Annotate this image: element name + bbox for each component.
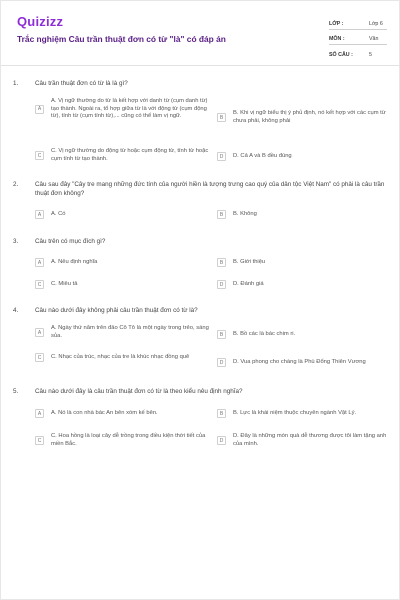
subject-label: MÔN : [329,36,345,42]
option-text: B. Không [233,210,257,217]
option-text: C. Miêu tả [51,280,78,287]
option-text: B. Giới thiệu [233,258,266,265]
question-number: 3. [13,238,19,245]
count-row [329,45,387,60]
question-number: 1. [13,80,19,87]
option-text: C. Hoa hồng là loại cây dễ trồng trong điều kiện thời tiết của miền Bắc. [51,433,206,447]
option-letter: A [35,258,44,267]
option-letter: A [35,210,44,219]
option-d[interactable] [217,358,393,367]
option-a[interactable] [35,98,215,121]
subject-value: Văn [369,36,379,42]
worksheet-info [329,15,387,60]
option-text: A. Nêu định nghĩa [51,258,98,265]
question-text: Câu sau đây "Cây tre mang những đức tính của người hiền là tượng trưng cao quý của dân tộc Việt Nam" có phải là câu trần thuật đơn không? [35,181,385,197]
question-3 [13,238,393,294]
option-b[interactable] [217,258,393,267]
option-b[interactable] [217,210,393,219]
option-d[interactable] [217,433,393,448]
option-letter: B [217,113,226,122]
class-label: LỚP : [329,21,344,27]
option-a[interactable] [35,409,215,418]
option-text: A. Nó là con nhà bác An bên xóm kế bên. [51,409,158,416]
option-a[interactable] [35,258,215,267]
option-c[interactable] [35,148,215,163]
option-letter: A [35,328,44,337]
question-1 [13,80,393,170]
question-number: 2. [13,181,19,188]
class-row [329,15,387,30]
subject-row [329,30,387,45]
option-c[interactable] [35,280,215,289]
option-letter: B [217,330,226,339]
option-c[interactable] [35,433,215,448]
option-letter: B [217,258,226,267]
option-letter: C [35,436,44,445]
option-letter: C [35,151,44,160]
option-letter: C [35,353,44,362]
option-letter: D [217,152,226,161]
option-letter: D [217,358,226,367]
option-letter: D [217,280,226,289]
question-text: Câu nào dưới đây không phải câu trần thuật đơn có từ là? [35,307,198,314]
option-text: C. Nhạc của trúc, nhạc của tre là khúc nhạc đồng quê [51,353,190,360]
question-5 [13,388,393,458]
worksheet-title: Trắc nghiệm Câu trần thuật đơn có từ "là" có đáp án [17,34,226,44]
option-b[interactable] [217,409,393,418]
option-letter: A [35,409,44,418]
option-text: A. Vị ngữ thường do từ là kết hợp với danh từ (cụm danh từ) tạo thành. Ngoài ra, tổ hợp giữa từ là với động từ (cụm động từ), tính từ (cụm tính từ),... cũng có thể làm vị ngữ. [51,98,208,120]
option-text: D. Cả A và B đều đúng [233,152,292,159]
option-a[interactable] [35,325,215,340]
option-text: D. Đánh giá [233,280,264,287]
quizizz-logo: Quizizz [17,14,64,29]
option-letter: D [217,436,226,445]
header-divider [1,65,400,66]
option-letter: B [217,409,226,418]
option-letter: C [35,280,44,289]
question-text: Câu trên có mục đích gì? [35,238,106,245]
option-text: D. Đây là những món quà dễ thương được tôi làm tặng anh của mình. [233,433,387,447]
option-text: B. Khi vị ngữ biểu thị ý phủ định, nó kết hợp với các cụm từ chưa phải, không phải [233,110,386,124]
option-letter: A [35,105,44,114]
question-4 [13,307,393,377]
option-c[interactable] [35,353,215,362]
question-text: Câu trần thuật đơn có từ là là gì? [35,80,128,87]
count-value: 5 [369,52,372,58]
question-number: 5. [13,388,19,395]
option-text: C. Vị ngữ thường do động từ hoặc cụm động từ, tính từ hoặc cụm tính từ tạo thành. [51,148,209,162]
option-a[interactable] [35,210,215,219]
option-b[interactable] [217,110,393,125]
option-text: B. Lực là khái niệm thuộc chuyên ngành Vật Lý. [233,409,357,416]
option-letter: B [217,210,226,219]
question-text: Câu nào dưới đây là câu trần thuật đơn có từ là theo kiểu nêu định nghĩa? [35,388,243,395]
class-value: Lớp 6 [369,21,383,27]
question-2 [13,181,393,227]
option-text: A. Có [51,210,66,217]
option-d[interactable] [217,152,393,161]
option-text: A. Ngày thứ năm trên đảo Cô Tô là một ngày trong trẻo, sáng sủa. [51,325,209,339]
option-b[interactable] [217,330,393,339]
option-text: B. Bồ các là bác chim ri. [233,330,296,337]
option-text: D. Vua phong cho chàng là Phù Đổng Thiên Vương [233,358,366,365]
count-label: SỐ CÂU : [329,52,353,58]
question-number: 4. [13,307,19,314]
option-d[interactable] [217,280,393,289]
